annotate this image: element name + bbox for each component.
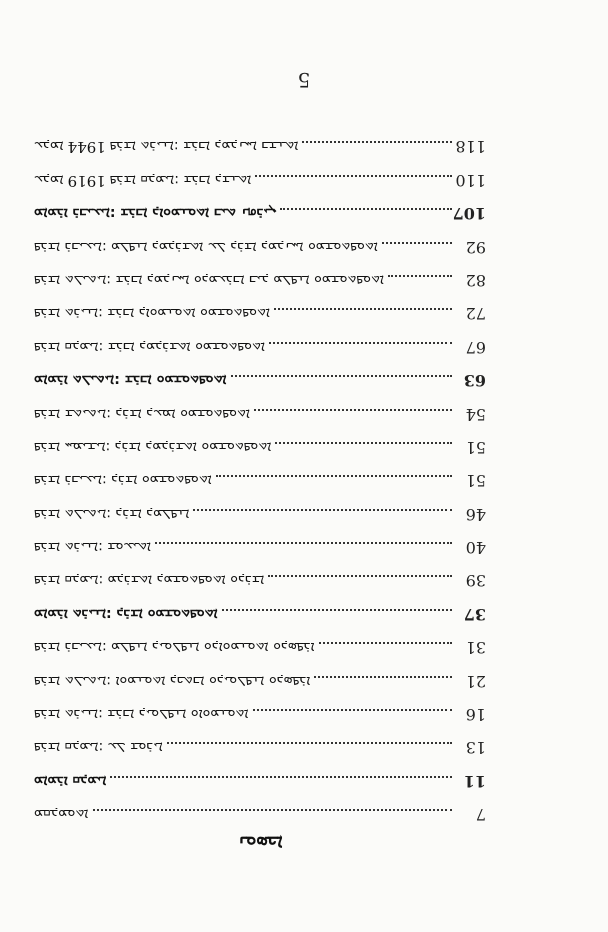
toc-entry-title: ܦܪܫܐ ܫܬܝܬܝܐ: ܕܪܫܐ ܕܥܡܐ ܘܡܫܘܬܦܘܬܐ	[34, 406, 251, 422]
toc-entry-title-main: ܦܪܫܐ ܩܕܡܝܐ: ܫܪܒܐ ܕܫܢܬܐ	[109, 172, 252, 188]
toc-entry-title-after: ܥܕܡܐ	[34, 172, 64, 188]
toc-leader-dots	[93, 809, 452, 812]
toc-entry-title: ܦܪܫܐ ܪܒܝܥܝܐ: ܕܪܫܐ ܘܡܫܘܬܦܘܬܐ	[34, 472, 212, 488]
toc-entry	[34, 238, 486, 260]
toc-leader-dots	[254, 409, 452, 412]
toc-entry-title: ܦܪܫܐ ܬܠܝܬܝܐ: ܕܪܫܐ ܕܡܠܦܢܐ	[34, 506, 190, 522]
toc-entry-title: ܡܐܡܪܐ ܪܒܝܥܝܐ: ܫܪܒܐ ܕܐܘܡܢܘܬܐ ܒܝܬ ܢܗܪܝܢ	[34, 205, 277, 221]
toc-page-number: 72	[465, 304, 486, 323]
toc-page-number: 21	[465, 672, 486, 691]
toc-entry	[34, 438, 486, 460]
toc-page-number: 51	[465, 471, 486, 490]
toc-leader-dots	[302, 141, 452, 144]
toc-entry	[34, 338, 486, 360]
toc-entry-title: ܦܪܫܐ ܩܕܡܝܐ: ܥܠ ܫܘܪܝܐ	[34, 739, 163, 755]
toc-entry	[34, 605, 486, 627]
toc-page-number: 46	[465, 505, 486, 524]
page-number: 5	[297, 68, 311, 92]
toc-leader-dots	[216, 475, 452, 478]
toc-entry	[34, 304, 486, 326]
toc-entry	[34, 672, 486, 694]
toc-leader-dots	[110, 776, 452, 779]
toc-leader-dots	[269, 342, 452, 345]
toc-entry-title: ܡܐܡܪܐ ܩܕܡܝܐ	[34, 773, 107, 789]
toc-page-number: 39	[465, 571, 486, 590]
toc-leader-dots	[275, 442, 452, 445]
toc-entry-title: ܦܪܫܐ ܩܕܡܝܐ: ܡܕܪܫܬܐ ܕܡܫܘܬܦܘܬܐ ܘܕܪܫܐ	[34, 572, 265, 588]
toc-entry	[34, 638, 486, 660]
toc-leader-dots	[382, 242, 452, 245]
toc-heading: ܢܘܣܟܐ	[237, 832, 283, 853]
toc-entry	[34, 371, 486, 393]
toc-page-number: 37	[463, 605, 486, 624]
toc-entry	[34, 204, 486, 226]
toc-page-number: 63	[463, 371, 486, 390]
toc-entry-title: ܦܪܫܐ ܪܒܝܥܝܐ: ܡܠܦܢܐ ܕܡܕܪܫܬܐ ܥܠ ܕܪܫܐ ܕܡܕܢܚܐ ܘܡܫܘܬܦܘܬܐ	[34, 239, 378, 255]
toc-entry	[34, 405, 486, 427]
toc-page-number: 11	[463, 772, 486, 791]
toc-entry	[34, 805, 486, 827]
toc-page-number: 107	[452, 204, 486, 223]
toc-page-number: 54	[465, 405, 486, 424]
toc-leader-dots	[155, 542, 452, 545]
toc-entry	[34, 571, 486, 593]
toc-entry	[34, 705, 486, 727]
toc-entry	[34, 171, 486, 193]
toc-year: 1919	[67, 172, 106, 190]
toc-leader-dots	[167, 742, 452, 745]
toc-entry-title	[34, 171, 251, 190]
toc-leader-dots	[222, 609, 452, 612]
toc-entry-title-main: ܦܪܫܐ ܬܪܝܢܐ: ܫܪܒܐ ܕܡܕܢܚܐ ܒܫܢܬܐ	[109, 138, 299, 154]
toc-page-number: 110	[455, 171, 486, 190]
toc-leader-dots	[255, 175, 452, 178]
toc-entry-title: ܡܐܡܪܐ ܬܪܝܢܐ: ܕܪܫܐ ܘܡܫܘܬܦܘܬܐ	[34, 606, 218, 622]
toc-page-number: 16	[465, 705, 486, 724]
toc-entry	[34, 738, 486, 760]
toc-leader-dots	[231, 375, 452, 378]
toc-page-number: 13	[465, 738, 486, 757]
toc-leader-dots	[274, 308, 452, 311]
toc-entry-title	[34, 137, 298, 156]
toc-entry-title: ܦܪܫܐ ܬܪܝܢܐ: ܫܘܥܝܬܐ	[34, 539, 152, 555]
toc-page-number: 7	[475, 805, 486, 824]
toc-entry-title: ܦܪܫܐ ܩܕܡܝܐ: ܫܪܒܐ ܕܡܕܪܫܬܐ ܘܡܫܘܬܦܘܬܐ	[34, 339, 266, 355]
toc-leader-dots	[253, 709, 452, 712]
toc-entry-title-after: ܥܕܡܐ	[34, 138, 64, 154]
toc-leader-dots	[194, 509, 453, 512]
toc-entry	[34, 137, 486, 159]
toc-leader-dots	[314, 676, 452, 679]
toc-page-number: 118	[455, 137, 486, 156]
toc-leader-dots	[388, 275, 452, 278]
toc-leader-dots	[280, 208, 452, 211]
toc-entry-title: ܦܪܫܐ ܬܪܝܢܐ: ܫܪܒܐ ܕܐܘܡܢܘܬܐ ܘܡܫܘܬܦܘܬܐ	[34, 305, 271, 321]
toc-year: 1944	[67, 138, 106, 156]
toc-entry-title: ܦܪܫܐ ܬܠܝܬܝܐ: ܐܘܡܢܘܬܐ ܕܟܬܒܐ ܘܕܝܘܠܦܢܐ ܘܕܣܦܪܐ	[34, 673, 311, 689]
toc-entry	[34, 471, 486, 493]
toc-entry-title: ܦܪܫܐ ܚܡܝܫܝܐ: ܕܪܫܐ ܕܡܕܪܫܬܐ ܘܡܫܘܬܦܘܬܐ	[34, 439, 272, 455]
toc-page-number: 51	[465, 438, 486, 457]
toc-leader-dots	[319, 642, 452, 645]
toc-entry-title: ܦܪܫܐ ܬܠܝܬܝܐ: ܫܪܒܐ ܕܡܕܢܚܐ ܘܕܡܥܪܒܐ ܒܝܕ ܡܠܦܢܐ ܘܡܫܘܬܦܘܬܐ	[34, 272, 385, 288]
toc-entry	[34, 772, 486, 794]
table-of-contents	[34, 118, 486, 853]
toc-entry-title: ܡܐܡܪܐ ܬܠܝܬܝܐ: ܫܪܒܐ ܘܡܫܘܬܦܘܬܐ	[34, 372, 227, 388]
toc-leader-dots	[268, 575, 452, 578]
toc-page-number: 82	[465, 271, 486, 290]
toc-page-number: 67	[465, 338, 486, 357]
toc-page-number: 92	[465, 238, 486, 257]
toc-entry	[34, 271, 486, 293]
toc-entry	[34, 538, 486, 560]
toc-entry	[34, 505, 486, 527]
toc-entry-title: ܦܪܫܐ ܪܒܝܥܝܐ: ܡܠܦܢܐ ܕܝܘܠܦܢܐ ܘܕܐܘܡܢܘܬܐ ܘܕܣܦܪܐ	[34, 639, 315, 655]
toc-page-number: 40	[465, 538, 486, 557]
toc-entry-title: ܦܪܫܐ ܬܪܝܢܐ: ܫܪܒܐ ܕܝܘܠܦܢܐ ܘܐܘܡܢܘܬܐ	[34, 706, 249, 722]
toc-entry-title: ܡܩܕܡܘܬܐ	[34, 806, 89, 822]
toc-page-number: 31	[465, 638, 486, 657]
